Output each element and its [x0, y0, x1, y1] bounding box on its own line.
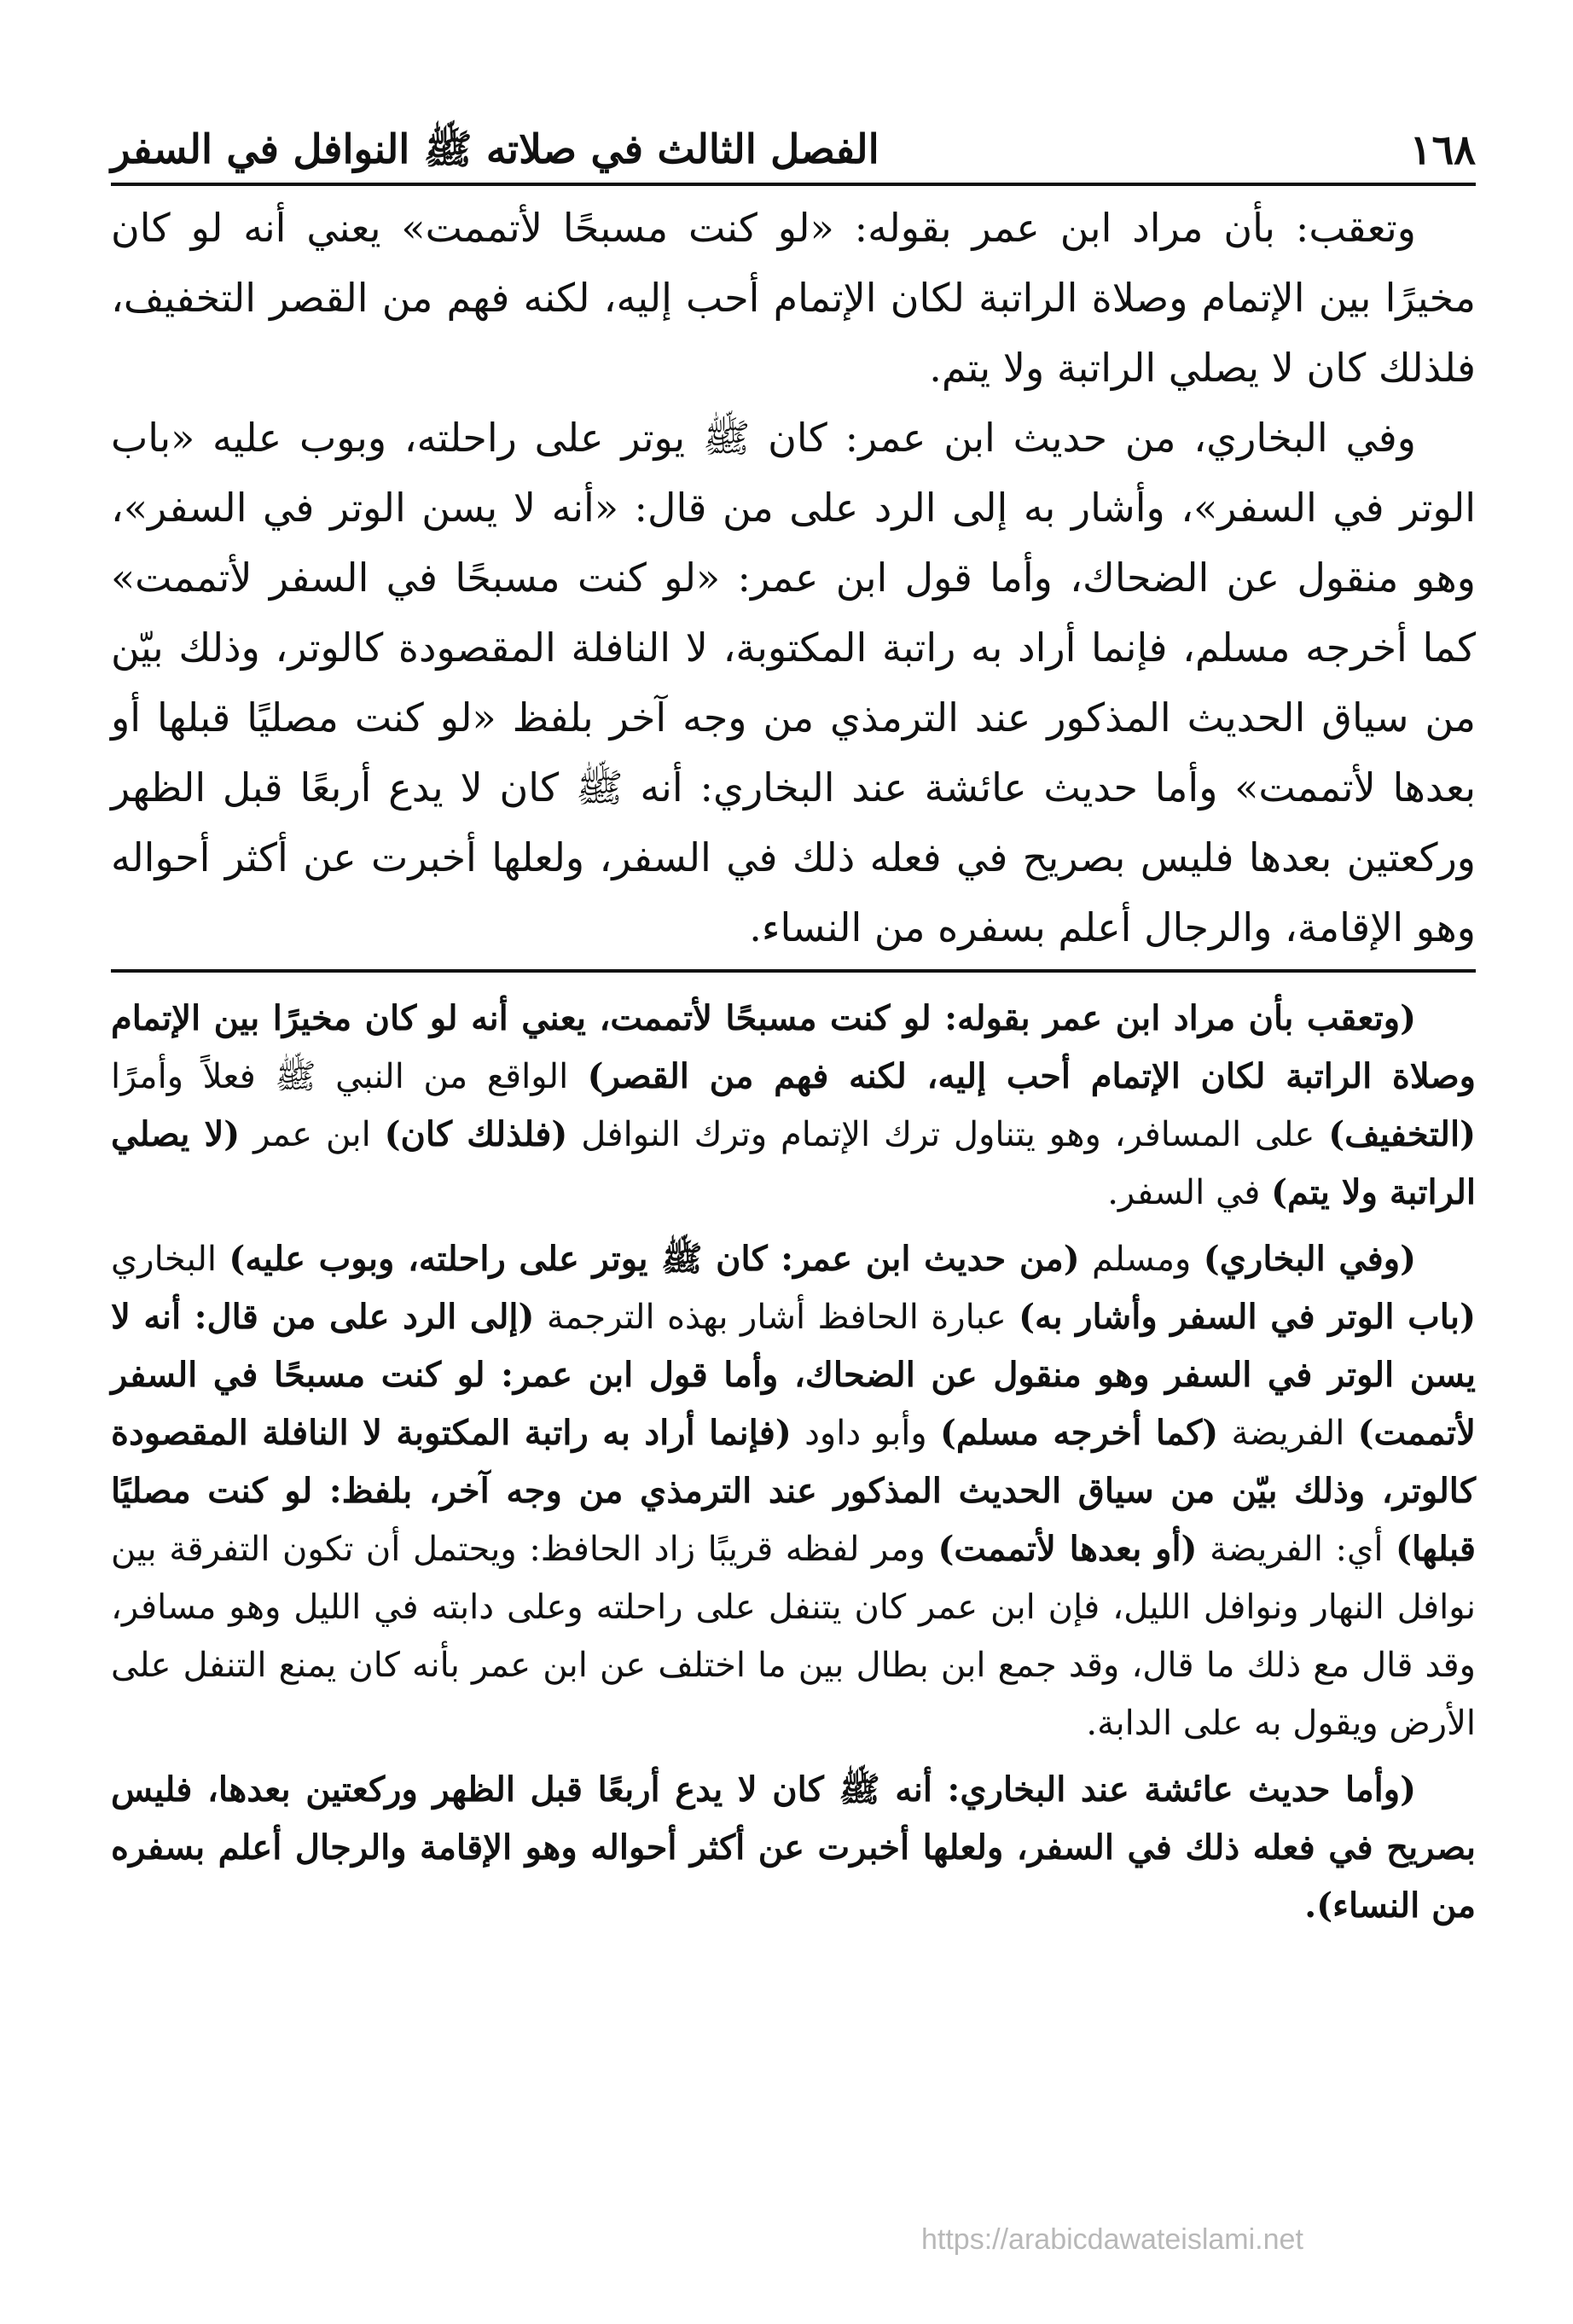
commentary-text: ومسلم — [1079, 1240, 1204, 1279]
main-text — [111, 193, 1476, 962]
commentary-text: عبارة الحافظ أشار بهذه الترجمة — [534, 1298, 1019, 1337]
quoted-text: (وتعقب بأن مراد ابن عمر بقوله: لو كنت مسبحًا لأتممت، يعني أنه لو كان مخيرًا بين الإتمام وصلاة الراتبة لكان الإتمام أحب إليه، لكنه فهم من القصر) — [111, 998, 1477, 1096]
main-paragraph: وفي البخاري، من حديث ابن عمر: كان ﷺ يوتر على راحلته، وبوب عليه «باب الوتر في السفر»، وأشار به إلى الرد على من قال: «أنه لا يسن الوتر في السفر»، وهو منقول عن الضحاك، وأما قول ابن عمر: «لو كنت مسبحًا في السفر لأتممت» كما أخرجه مسلم، فإنما أراد به راتبة المكتوبة، لا النافلة المقصودة كالوتر، وذلك بيّن من سياق الحديث المذكور عند الترمذي من وجه آخر بلفظ «لو كنت مصليًا قبلها أو بعدها لأتممت» وأما حديث عائشة عند البخاري: أنه ﷺ كان لا يدع أربعًا قبل الظهر وركعتين بعدها فليس بصريح في فعله ذلك في السفر، ولعلها أخبرت عن أكثر أحواله وهو الإقامة، والرجال أعلم بسفره من النساء. — [111, 415, 1477, 950]
page-header — [111, 102, 1476, 181]
quoted-text: (وفي البخاري) — [1203, 1239, 1417, 1279]
main-paragraph: وتعقب: بأن مراد ابن عمر بقوله: «لو كنت مسبحًا لأتممت» يعني أنه لو كان مخيرًا بين الإتمام وصلاة الراتبة لكان الإتمام أحب إليه، لكنه فهم من القصر التخفيف، فلذلك كان لا يصلي الراتبة ولا يتم. — [111, 205, 1476, 391]
watermark-url: https://arabicdawateislami.net — [921, 2223, 1303, 2256]
quoted-text: (كما أخرجه مسلم) — [939, 1413, 1219, 1453]
commentary-text: وأبو داود — [791, 1414, 940, 1453]
commentary-paragraph — [111, 1761, 1476, 1935]
quoted-text: (باب الوتر في السفر وأشار به) — [1019, 1297, 1476, 1337]
footnote-divider — [111, 969, 1476, 973]
commentary-text: الفريضة — [1218, 1414, 1358, 1453]
quoted-text: (لا يصلي الراتبة ولا يتم) — [111, 1114, 1476, 1212]
quoted-text: (إلى الرد على من قال: أنه لا يسن الوتر في السفر وهو منقول عن الضحاك، وأما قول ابن عمر: لو كنت مسبحًا في السفر لأتممت) — [111, 1297, 1476, 1453]
commentary-paragraph — [111, 990, 1476, 1222]
quoted-text: (وأما حديث عائشة عند البخاري: أنه ﷺ كان لا يدع أربعًا قبل الظهر وركعتين بعدها، فليس بصريح في فعله ذلك في السفر، ولعلها أخبرت عن أكثر أحواله وهو الإقامة والرجال أعلم بسفره من النساء). — [111, 1769, 1476, 1926]
commentary-text: ومر لفظه قريبًا زاد الحافظ: ويحتمل أن تكون التفرقة بين نوافل النهار ونوافل الليل، فإن ابن عمر كان يتنفل على راحلته وعلى دابته في الليل وهو مسافر، وقد قال مع ذلك ما قال، وقد جمع ابن بطال بين ما اختلف عن ابن عمر بأنه كان يمنع التنفل على الأرض ويقول به على الدابة. — [111, 1530, 1476, 1743]
quoted-text: (من حديث ابن عمر: كان ﷺ يوتر على راحلته، وبوب عليه) — [229, 1239, 1080, 1279]
quoted-text: (فلذلك كان) — [384, 1114, 568, 1154]
quoted-text: (فإنما أراد به راتبة المكتوبة لا النافلة المقصودة كالوتر، وذلك بيّن من سياق الحديث المذكور عند الترمذي من وجه آخر، بلفظ: لو كنت مصليًا قبلها) — [111, 1413, 1477, 1569]
commentary-text: ابن عمر — [240, 1115, 385, 1154]
book-page — [111, 102, 1476, 2286]
commentary-text: في السفر. — [1107, 1173, 1272, 1212]
chapter-title: الفصل الثالث في صلاته ﷺ النوافل في السفر — [111, 126, 879, 173]
header-rule — [111, 183, 1476, 186]
commentary-text: الواقع من النبي ﷺ فعلاً وأمرًا — [111, 1057, 588, 1096]
commentary-text: أي: الفريضة — [1197, 1530, 1396, 1569]
commentary-paragraph — [111, 1230, 1476, 1752]
page-number: ١٦٨ — [1409, 126, 1476, 174]
quoted-text: (أو بعدها لأتممت) — [937, 1529, 1198, 1569]
commentary — [111, 990, 1476, 1935]
commentary-text: على المسافر، وهو يتناول ترك الإتمام وترك النوافل — [567, 1115, 1329, 1154]
quoted-text: (التخفيف) — [1328, 1114, 1476, 1154]
commentary-text: البخاري — [111, 1240, 229, 1279]
